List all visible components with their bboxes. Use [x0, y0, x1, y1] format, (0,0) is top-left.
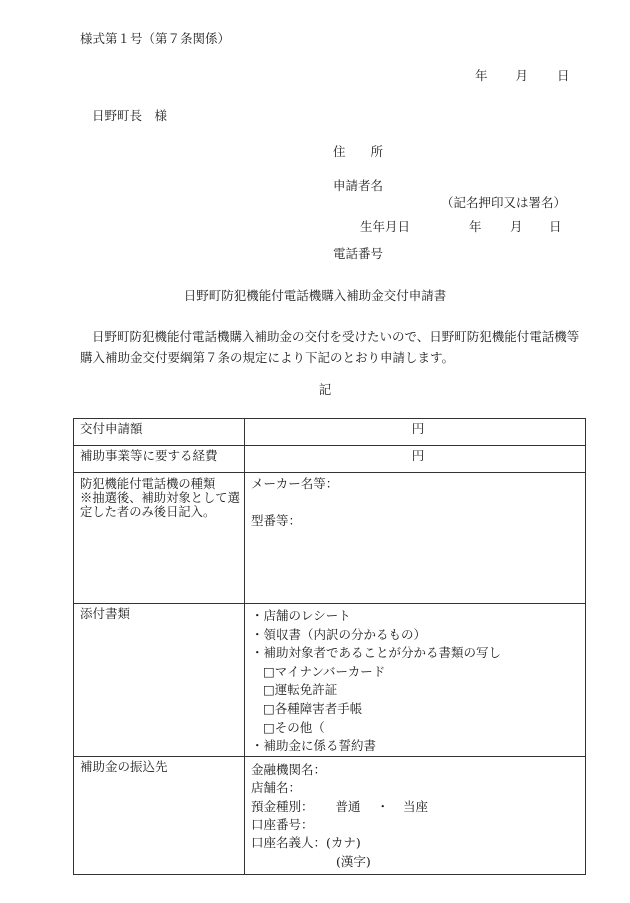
- date-month: 月: [515, 68, 529, 83]
- holder-kana-label: 口座名義人：(カナ): [251, 835, 361, 851]
- birth-year: 年: [469, 219, 482, 234]
- deposit-separator: ・: [376, 798, 390, 814]
- date-line: [475, 70, 570, 83]
- cost-label: 補助事業等に要する経費: [74, 446, 245, 473]
- phone-number-label: 電話番号: [333, 246, 384, 261]
- bank-name-label: 金融機関名：: [251, 761, 327, 777]
- table-row-bank: [74, 756, 586, 874]
- maker-label: メーカー名等：: [251, 476, 339, 491]
- document-title: 日野町防犯機能付電話機購入補助金交付申請書: [183, 288, 447, 303]
- cost-field[interactable]: [245, 446, 586, 473]
- date-day: 日: [557, 68, 570, 83]
- sign-note: （記名押印又は署名）: [441, 195, 567, 210]
- table-row-amount: [74, 419, 586, 446]
- table-row-phone-type: [74, 473, 586, 604]
- bank-fields[interactable]: [245, 756, 586, 874]
- checkbox-other[interactable]: □その他（: [263, 719, 325, 735]
- form-number: 様式第１号（第７条関係）: [80, 31, 231, 46]
- deposit-type-line: [251, 798, 585, 816]
- checkbox-disability-handbook[interactable]: □各種障害者手帳: [263, 700, 363, 716]
- phone-type-field[interactable]: [245, 473, 586, 604]
- holder-kanji-label: (漢字): [336, 853, 371, 869]
- model-label: 型番等：: [251, 512, 302, 528]
- deposit-type-label: 預金種別：: [251, 798, 314, 814]
- phone-type-note: ※抽選後、補助対象として選定した者のみ後日記入。: [80, 491, 240, 519]
- body-text: 日野町防犯機能付電話機購入補助金の交付を受けたいので、日野町防犯機能付電話機等購入補助金交付要綱第７条の規定により下記のとおり申請します。: [80, 329, 580, 365]
- birth-day: 日: [549, 219, 562, 234]
- amount-field[interactable]: [245, 419, 586, 446]
- cost-unit: 円: [411, 448, 425, 463]
- date-year: 年: [475, 68, 488, 83]
- deposit-current[interactable]: 当座: [403, 798, 429, 814]
- docs-label: 添付書類: [74, 604, 245, 757]
- branch-label: 店舗名：: [251, 780, 302, 796]
- docs-item-pledge: ・補助金に係る誓約書: [251, 738, 377, 754]
- table-row-docs: [74, 604, 586, 757]
- account-number-label: 口座番号：: [251, 816, 314, 832]
- docs-item-receipt: ・店舗のレシート: [251, 608, 351, 623]
- checkbox-my-number-card[interactable]: □マイナンバーカード: [263, 663, 386, 679]
- addressee: 日野町長 様: [92, 108, 168, 123]
- birth-date-label: 生年月日: [360, 219, 411, 234]
- table-row-cost: [74, 446, 586, 473]
- application-table: [73, 418, 586, 875]
- birth-month: 月: [510, 219, 523, 234]
- applicant-name-label: 申請者名: [333, 178, 384, 193]
- checkbox-drivers-license[interactable]: □運転免許証: [263, 682, 338, 698]
- amount-label: 交付申請額: [74, 419, 245, 446]
- docs-list: [245, 604, 586, 757]
- docs-item-eligibility: ・補助対象者であることが分かる書類の写し: [251, 645, 502, 661]
- docs-item-invoice: ・領収書（内訳の分かるもの）: [251, 626, 427, 642]
- address-label: 住 所: [333, 144, 384, 159]
- deposit-ordinary[interactable]: 普通: [335, 798, 361, 814]
- ki-heading: 記: [318, 382, 332, 397]
- bank-label: 補助金の振込先: [74, 756, 245, 874]
- phone-type-cell: [74, 473, 245, 604]
- amount-unit: 円: [411, 421, 425, 436]
- phone-type-label: 防犯機能付電話機の種類: [80, 477, 216, 491]
